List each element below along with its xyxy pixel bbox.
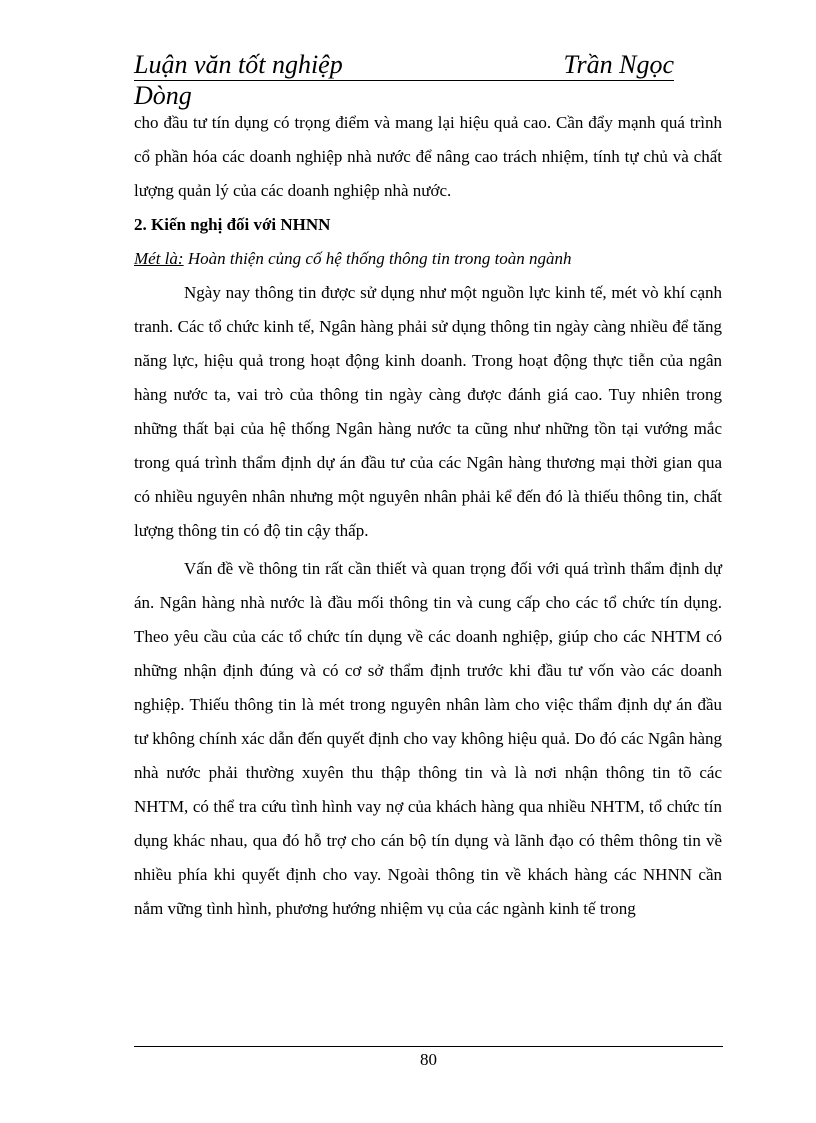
header-thesis-title: Luận văn tốt nghiệp: [134, 50, 343, 79]
paragraph-information-role: Ngày nay thông tin được sử dụng như một nguồn lực kinh tế, mét vò khí cạnh tranh. Các tổ chức kinh tế, Ngân hàng phải sử dụng thông tin ngày càng nhiều để tăng năng lực, hiệu quả trong hoạt động kinh doanh. Trong hoạt động thực tiễn của ngân hàng nước ta, vai trò của thông tin ngày càng được đánh giá cao. Tuy nhiên trong những thất bại của hệ thống Ngân hàng nước ta cũng như những tồn tại vướng mắc trong quá trình thẩm định dự án đầu tư của các Ngân hàng thương mại thời gian qua có nhiều nguyên nhân nhưng một nguyên nhân phải kể đến đó là thiếu thông tin, chất lượng thông tin có độ tin cậy thấp.: [134, 283, 722, 540]
subheading: [134, 242, 722, 276]
subheading-lead: Mét là:: [134, 249, 184, 268]
footer-rule: [134, 1046, 723, 1047]
page-body: [134, 106, 722, 926]
header-author-name: Trần Ngọc: [563, 50, 674, 79]
subheading-text: Hoàn thiện củng cố hệ thống thông tin trong toàn ngành: [183, 249, 572, 268]
page-header: [134, 50, 674, 111]
paragraph-information-issue: Vấn đề về thông tin rất cần thiết và quan trọng đối với quá trình thẩm định dự án. Ngân hàng nhà nước là đầu mối thông tin và cung cấp cho các tổ chức tín dụng. Theo yêu cầu của các tổ chức tín dụng về các doanh nghiệp, giúp cho các NHTM có những nhận định đúng và có cơ sở thẩm định trước khi đầu tư vốn vào các doanh nghiệp. Thiếu thông tin là mét trong nguyên nhân làm cho việc thẩm định dự án đầu tư không chính xác dẫn đến quyết định cho vay không hiệu quả. Do đó các Ngân hàng nhà nước phải thường xuyên thu thập thông tin và là nơi nhận thông tin tõ các NHTM, có thể tra cứu tình hình vay nợ của khách hàng qua nhiều NHTM, tổ chức tín dụng khác nhau, qua đó hỗ trợ cho cán bộ tín dụng và lãnh đạo có thêm thông tin về nhiều phía khi quyết định cho vay. Ngoài thông tin về khách hàng các NHNN cần nắm vững tình hình, phương hướng nhiệm vụ của các ngành kinh tế trong: [134, 559, 722, 918]
header-author-name-continuation: Dòng: [134, 81, 192, 110]
header-line: [134, 50, 674, 81]
page-number: 80: [420, 1050, 437, 1069]
intro-paragraph: cho đầu tư tín dụng có trọng điểm và mang lại hiệu quả cao. Cần đẩy mạnh quá trình cổ phần hóa các doanh nghiệp nhà nước để nâng cao trách nhiệm, tính tự chủ và chất lượng quản lý của các doanh nghiệp nhà nước.: [134, 113, 722, 200]
section-heading: 2. Kiến nghị đối với NHNN: [134, 215, 331, 234]
